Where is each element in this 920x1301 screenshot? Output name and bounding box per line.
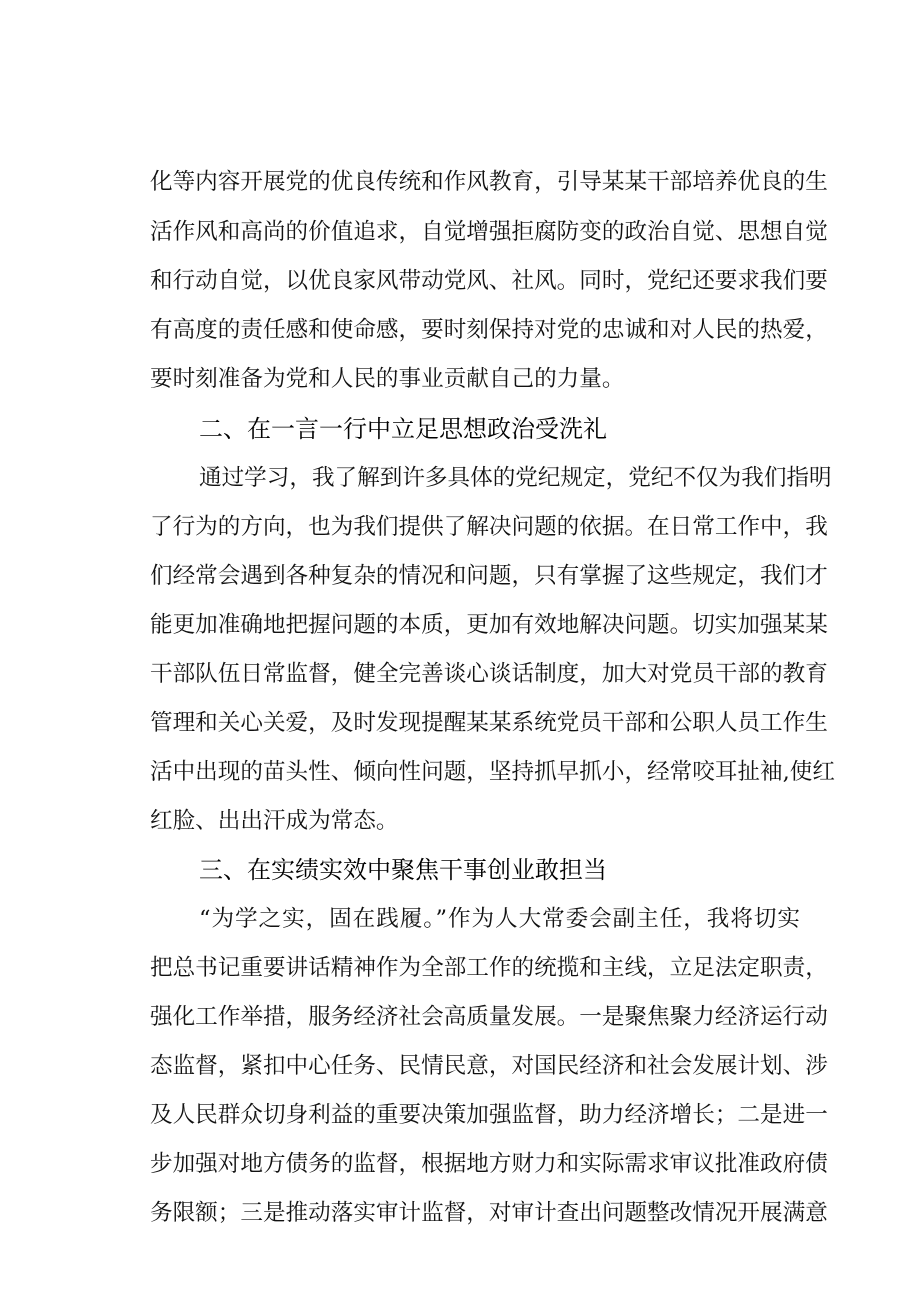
paragraph-1-line-4: 有高度的责任感和使命感，要时刻保持对党的忠诚和对人民的热爱， xyxy=(150,317,828,343)
paragraph-1-line-5: 要时刻准备为党和人民的事业贡献自己的力量。 xyxy=(150,366,625,392)
paragraph-3-line-1: “为学之实，固在践履。”作为人大常委会副主任，我将切实 xyxy=(199,906,800,932)
paragraph-2-line-3: 们经常会遇到各种复杂的情况和问题，只有掌握了这些规定，我们才 xyxy=(150,563,828,589)
paragraph-3-line-6: 步加强对地方债务的监督，根据地方财力和实际需求审议批准政府债 xyxy=(150,1151,828,1177)
paragraph-2-line-6: 管理和关心关爱，及时发现提醒某某系统党员干部和公职人员工作生 xyxy=(150,710,828,736)
paragraph-3-line-7: 务限额；三是推动落实审计监督，对审计查出问题整改情况开展满意 xyxy=(150,1200,828,1226)
paragraph-2-line-7: 活中出现的苗头性、倾向性问题，坚持抓早抓小，经常咬耳扯袖,使红 xyxy=(150,759,835,785)
paragraph-2-line-4: 能更加准确地把握问题的本质，更加有效地解决问题。切实加强某某 xyxy=(150,612,828,638)
paragraph-2-line-2: 了行为的方向，也为我们提供了解决问题的依据。在日常工作中，我 xyxy=(150,514,828,540)
paragraph-2-line-1: 通过学习，我了解到许多具体的党纪规定，党纪不仅为我们指明 xyxy=(199,465,832,491)
paragraph-3-line-3: 强化工作举措，服务经济社会高质量发展。一是聚焦聚力经济运行动 xyxy=(150,1004,828,1030)
paragraph-1-line-1: 化等内容开展党的优良传统和作风教育，引导某某干部培养优良的生 xyxy=(150,169,828,195)
paragraph-3-line-2: 把总书记重要讲话精神作为全部工作的统揽和主线，立足法定职责， xyxy=(150,955,828,981)
section-heading-2: 二、在一言一行中立足思想政治受洗礼 xyxy=(199,415,607,443)
paragraph-2-line-8: 红脸、出出汗成为常态。 xyxy=(150,808,399,834)
paragraph-1-line-2: 活作风和高尚的价值追求，自觉增强拒腐防变的政治自觉、思想自觉 xyxy=(150,219,828,245)
paragraph-3-line-4: 态监督，紧扣中心任务、民情民意，对国民经济和社会发展计划、涉 xyxy=(150,1053,828,1079)
paragraph-1-line-3: 和行动自觉，以优良家风带动党风、社风。同时，党纪还要求我们要 xyxy=(150,268,828,294)
section-heading-3: 三、在实绩实效中聚焦干事创业敢担当 xyxy=(199,856,607,884)
paragraph-2-line-5: 干部队伍日常监督，健全完善谈心谈话制度，加大对党员干部的教育 xyxy=(150,661,828,687)
paragraph-3-line-5: 及人民群众切身利益的重要决策加强监督，助力经济增长；二是进一 xyxy=(150,1102,828,1128)
